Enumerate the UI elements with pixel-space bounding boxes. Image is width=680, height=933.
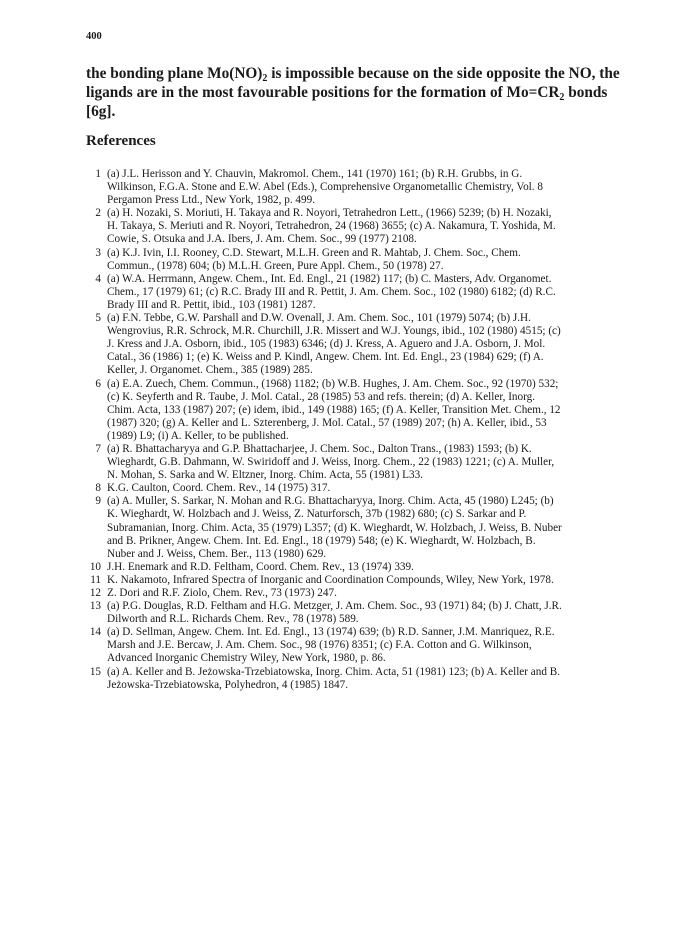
reference-line: (1987) 320; (g) A. Keller and L. Szterenberg, J. Mol. Catal., 57 (1989) 207; (h) A. Keller, ibid., 53 [107,416,547,429]
reference-item [86,443,600,482]
reference-number: 9 [95,495,101,508]
reference-item [86,666,600,692]
reference-line: (a) K.J. Ivin, I.I. Rooney, C.D. Stewart, M.L.H. Green and R. Mahtab, J. Chem. Soc., Chem. [107,246,521,259]
reference-item [86,378,600,443]
reference-line: Commun., (1978) 604; (b) M.L.H. Green, Pure Appl. Chem., 50 (1978) 27. [107,259,444,272]
references-heading: References [86,133,156,149]
reference-line: Nuber and J. Weiss, Chem. Ber., 113 (1980) 629. [107,547,327,560]
reference-line: J.H. Enemark and R.D. Feltham, Coord. Chem. Rev., 13 (1974) 339. [107,560,414,573]
reference-number: 1 [95,168,101,180]
reference-item [86,626,600,665]
reference-line: Wengrovius, R.R. Schrock, M.R. Churchill, J.R. Missert and W.J. Youngs, ibid., 102 (1980) 4515; (c) [107,325,561,338]
reference-number: 5 [95,312,101,325]
reference-line: (a) J.L. Herisson and Y. Chauvin, Makromol. Chem., 141 (1970) 161; (b) R.H. Grubbs, in G. [107,168,523,180]
reference-line: Keller, J. Organomet. Chem., 385 (1989) 285. [107,364,313,377]
reference-item [86,495,600,560]
reference-line: Chim. Acta, 133 (1987) 207; (e) idem, ibid., 149 (1988) 165; (f) A. Keller, Transition Met. Chem., 12 [107,403,561,416]
reference-item [86,273,600,312]
reference-line: Chem., 17 (1979) 61; (c) R.C. Brady III and R. Pettit, J. Am. Chem. Soc., 102 (1980) 6182; (d) R.C. [107,285,556,298]
reference-line: J. Kress and J.A. Osborn, ibid., 105 (1983) 6346; (d) J. Kress, A. Aguero and J.A. Osborn, J. Mol. [107,338,546,351]
reference-number: 7 [95,442,101,455]
reference-item [86,600,600,626]
references-list [86,168,600,692]
reference-line: (a) D. Sellman, Angew. Chem. Int. Ed. Engl., 13 (1974) 639; (b) R.D. Sanner, J.M. Manriquez, R.E. [107,626,555,639]
reference-item [86,574,600,587]
reference-item [86,312,600,377]
reference-number: 6 [95,377,101,390]
reference-number: 3 [95,246,101,259]
reference-number: 13 [89,600,101,613]
reference-line: (a) H. Nozaki, S. Moriuti, H. Takaya and R. Noyori, Tetrahedron Lett., (1966) 5239; (b) H. Nozaki, [107,207,552,220]
reference-line: and B. Prikner, Angew. Chem. Int. Ed. Engl., 18 (1979) 548; (e) K. Wieghardt, W. Holzbach, B. [107,534,536,547]
reference-line: Marsh and J.E. Bercaw, J. Am. Chem. Soc., 98 (1976) 8351; (c) F.A. Cotton and G. Wilkinson, [107,639,532,652]
reference-number: 8 [95,482,101,495]
reference-line: (a) W.A. Herrmann, Angew. Chem., Int. Ed. Engl., 21 (1982) 117; (b) C. Masters, Adv. Organomet. [107,272,552,285]
reference-line: Advanced Inorganic Chemistry Wiley, New York, 1980, p. 86. [107,652,386,665]
intro-line: the bonding plane $Mo(NO)_2$ is impossible because on the side opposite the NO, the [86,65,620,84]
reference-line: (1989) L9; (i) A. Keller, to be published. [107,429,289,442]
reference-line: (a) F.N. Tebbe, G.W. Parshall and D.W. Ovenall, J. Am. Chem. Soc., 101 (1979) 5074; (b) J.H. [107,312,531,325]
reference-item [86,168,600,207]
reference-line: Jeżowska-Trzebiatowska, Polyhedron, 4 (1985) 1847. [107,678,349,691]
reference-line: K.G. Caulton, Coord. Chem. Rev., 14 (1975) 317. [107,482,331,495]
reference-line: Catal., 36 (1986) 1; (e) K. Weiss and P. Kindl, Angew. Chem. Int. Ed. Engl., 23 (1984) 629; (f) A. [107,351,544,364]
reference-line: Brady III and R. Pettit, ibid., 103 (1981) 1287. [107,298,316,311]
reference-line: Wieghardt, G.B. Dahmann, W. Swiridoff and J. Weiss, Inorg. Chem., 22 (1983) 1221; (c) A. Muller, [107,456,555,469]
reference-line: Subramanian, Inorg. Chim. Acta, 35 (1979) L357; (d) K. Wieghardt, W. Holzbach, J. Weiss, B. Nuber [107,521,562,534]
reference-line: (a) A. Muller, S. Sarkar, N. Mohan and R.G. Bhattacharyya, Inorg. Chim. Acta, 45 (1980) L245; (b) [107,495,554,508]
reference-line: Cowie, S. Otsuka and J.A. Ibers, J. Am. Chem. Soc., 99 (1977) 2108. [107,233,417,246]
reference-number: 12 [89,587,101,599]
reference-number: 2 [95,207,101,220]
reference-number: 15 [89,665,101,678]
reference-number: 10 [89,560,101,573]
reference-line: (a) P.G. Douglas, R.D. Feltham and H.G. Metzger, J. Am. Chem. Soc., 93 (1971) 84; (b) J. Chatt, J.R. [107,600,562,613]
intro-paragraph [86,64,620,121]
reference-line: (a) E.A. Zuech, Chem. Commun., (1968) 1182; (b) W.B. Hughes, J. Am. Chem. Soc., 92 (1970) 532; [107,377,559,390]
reference-item [86,207,600,246]
reference-item [86,587,600,600]
reference-line: (a) A. Keller and B. Jeżowska-Trzebiatowska, Inorg. Chim. Acta, 51 (1981) 123; (b) A. Keller and B. [107,665,560,678]
reference-number: 11 [90,573,101,586]
reference-line: Z. Dori and R.F. Ziolo, Chem. Rev., 73 (1973) 247. [107,587,337,599]
reference-item [86,247,600,273]
reference-line: K. Wieghardt, W. Holzbach and J. Weiss, Z. Naturforsch, 37b (1982) 680; (c) S. Sarkar and P. [107,508,527,521]
reference-line: K. Nakamoto, Infrared Spectra of Inorganic and Coordination Compounds, Wiley, New York, 1978. [107,573,554,586]
page-number: 400 [86,31,102,42]
reference-line: (a) R. Bhattacharyya and G.P. Bhattacharjee, J. Chem. Soc., Dalton Trans., (1983) 1593; (b) K. [107,442,532,455]
reference-line: Wilkinson, F.G.A. Stone and E.W. Abel (Eds.), Comprehensive Organometallic Chemistry, Vol. 8 [107,181,543,194]
reference-number: 14 [89,626,101,639]
reference-line: N. Mohan, S. Sarka and W. Eltzner, Inorg. Chim. Acta, 55 (1981) L33. [107,469,423,482]
reference-line: H. Takaya, S. Meriuti and R. Noyori, Tetrahedron, 24 (1968) 3655; (c) A. Nakamura, T. Yoshida, M. [107,220,556,233]
reference-line: (c) K. Seyferth and R. Taube, J. Mol. Catal., 28 (1985) 53 and refs. therein; (d) A. Keller, Inorg. [107,390,536,403]
reference-item [86,482,600,495]
reference-number: 4 [95,272,101,285]
intro-line: ligands are in the most favourable positions for the formation of $Mo=CR_2$ bonds [86,84,608,103]
reference-line: Pergamon Press Ltd., New York, 1982, p. 499. [107,194,316,207]
intro-line: [6g]. [86,103,116,120]
reference-line: Dilworth and R.L. Richards Chem. Rev., 78 (1978) 589. [107,613,359,626]
reference-item [86,561,600,574]
